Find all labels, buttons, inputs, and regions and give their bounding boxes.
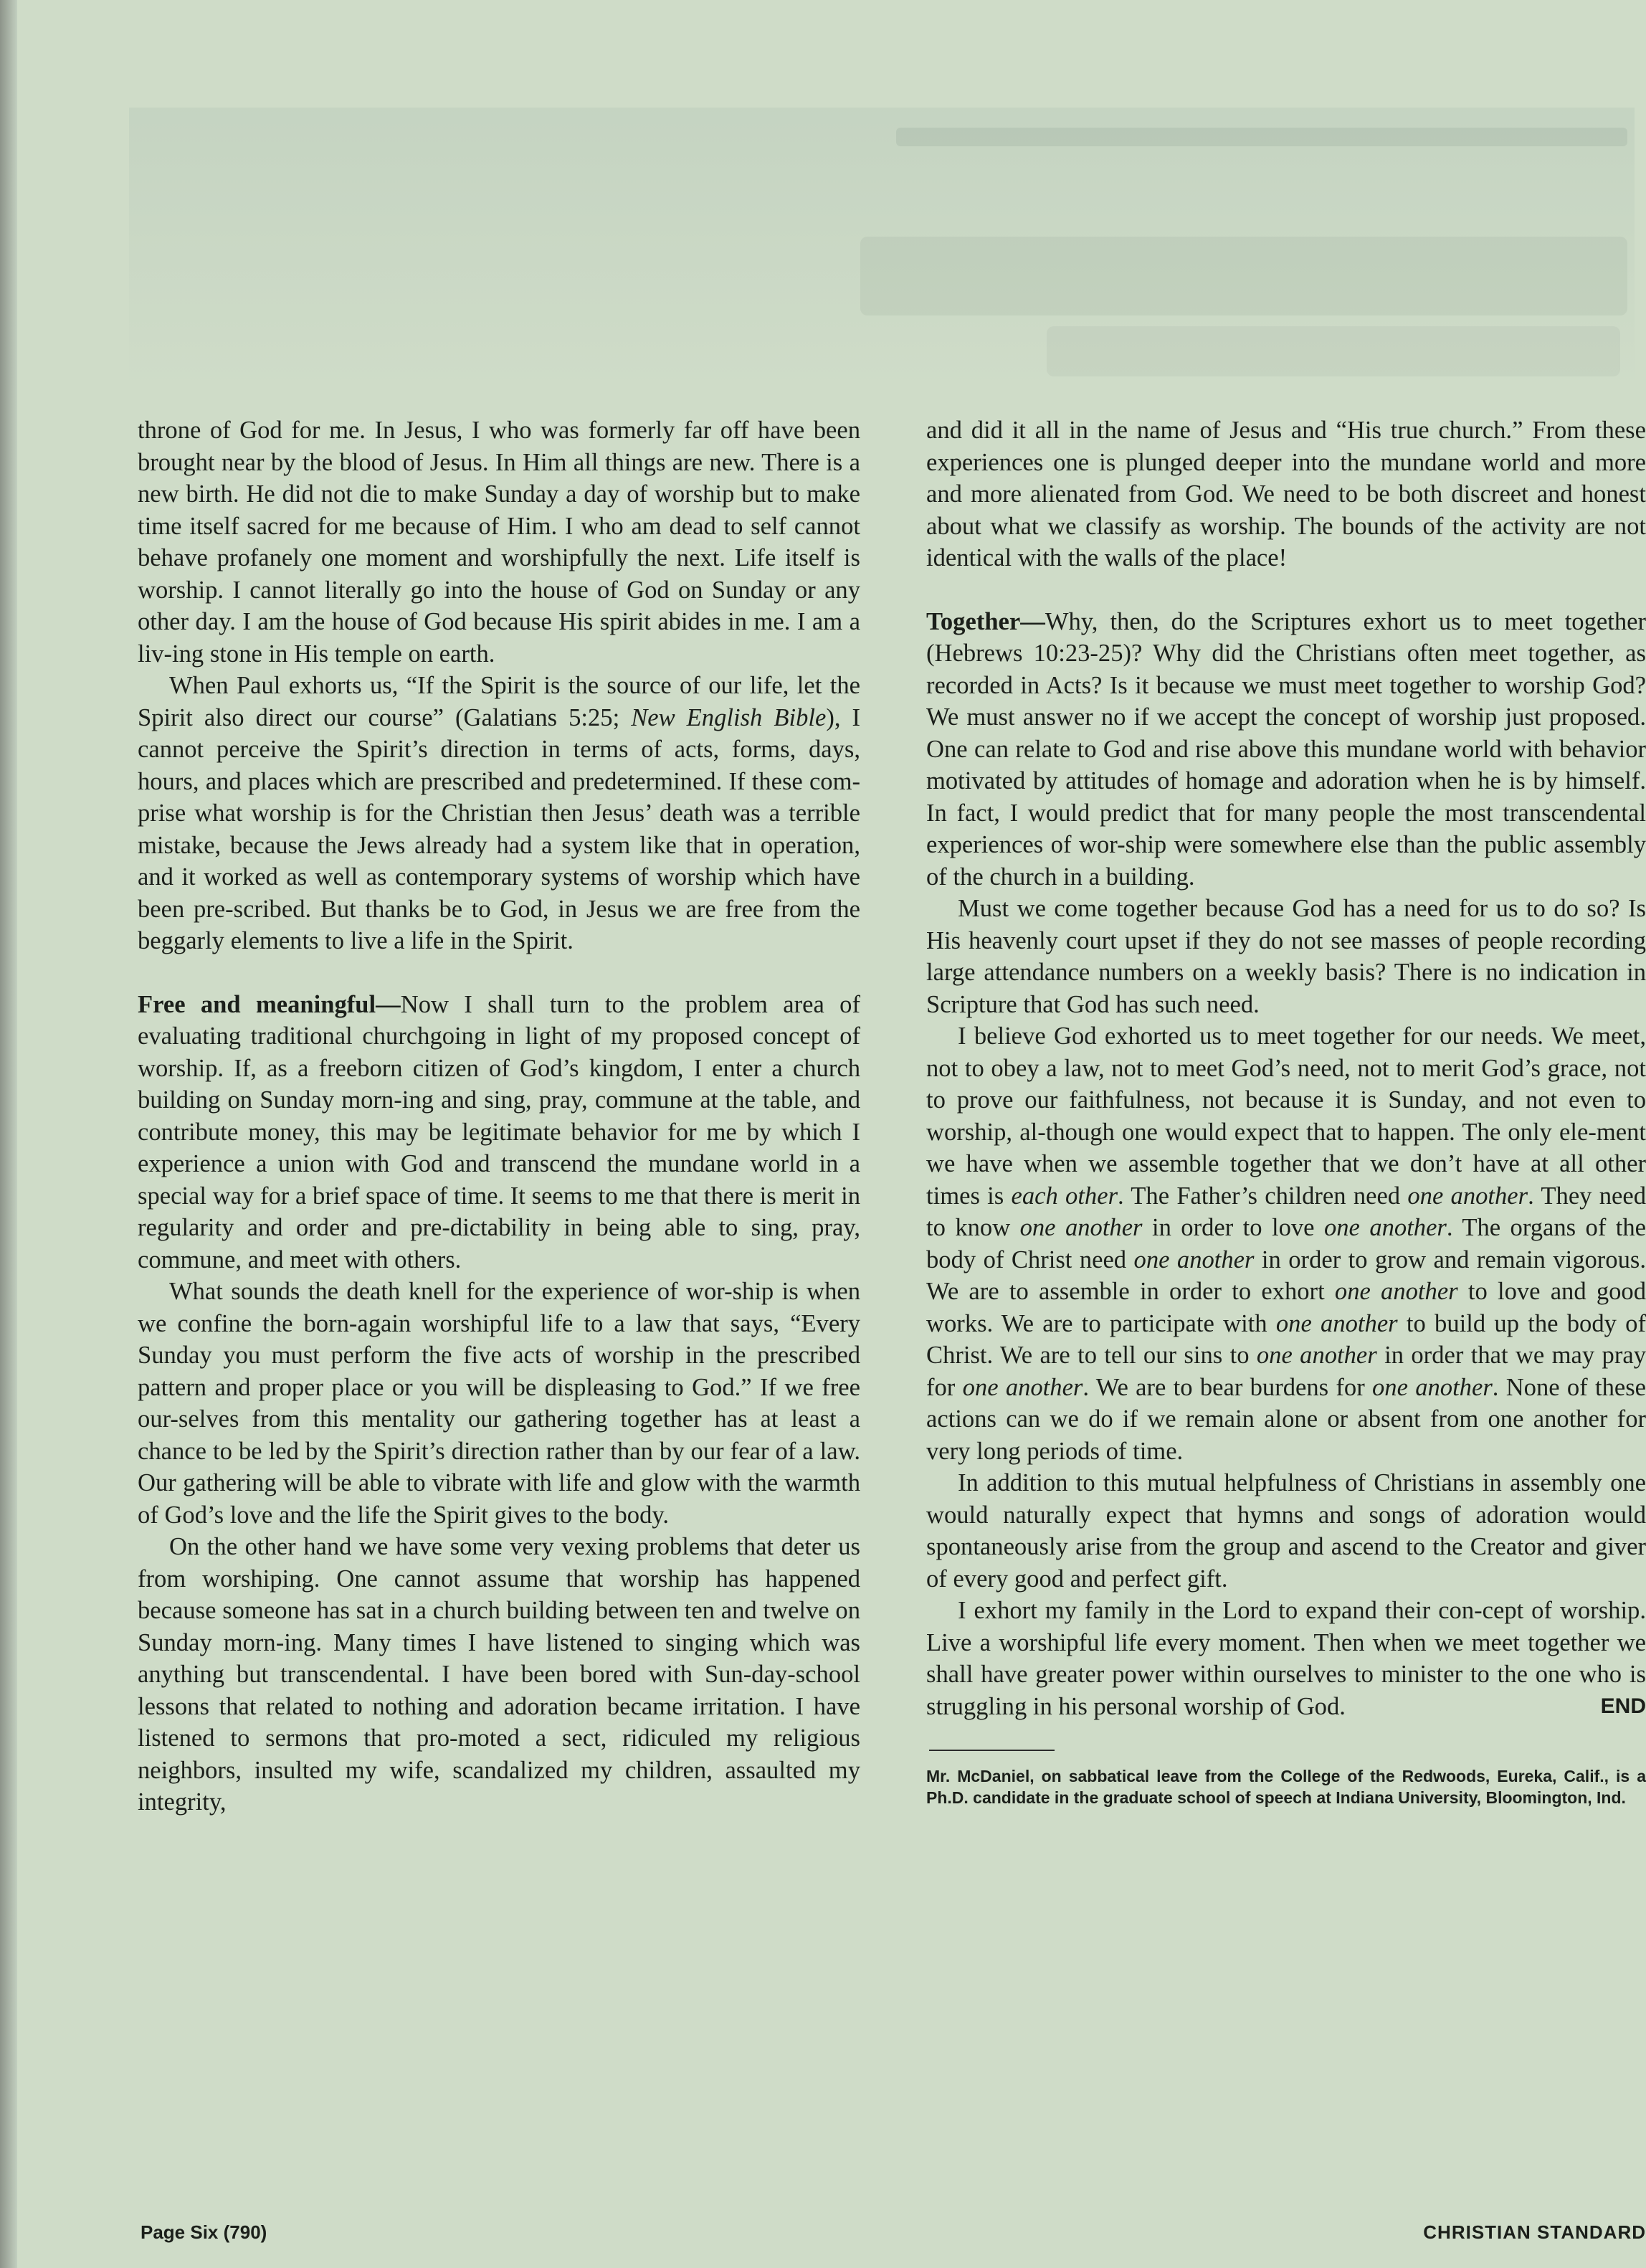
paragraph	[926, 606, 1646, 893]
text-run: . We are to bear burdens for	[1083, 1373, 1372, 1401]
publication-name: CHRISTIAN STANDARD	[1423, 2221, 1646, 2243]
text-run: . The Father’s children need	[1118, 1182, 1408, 1210]
text-run: . They need to know	[926, 1182, 1646, 1241]
emphasis: one another	[1323, 1214, 1447, 1241]
emphasis: one another	[1334, 1278, 1458, 1305]
right-column	[926, 414, 1646, 1722]
paragraph: and did it all in the name of Jesus and “His true church.” From these experiences one is plunged deeper into the mundane world and more and more alienated from God. We need to be both discreet and honest about what we classify as worship. The bounds of the activity are not identical with the walls of the place!	[926, 417, 1646, 571]
emphasis: each other	[1011, 1182, 1118, 1210]
bio-rule	[929, 1750, 1055, 1751]
text-run: in order to love	[1142, 1214, 1324, 1241]
subhead-together: Together—	[926, 607, 1045, 635]
paragraph: What sounds the death knell for the experience of wor-ship is when we confine the born-again worshipful life to a law that says, “Every Sunday you must perform the five acts of worship in the prescribed pattern and proper place or you will be displeasing to God.” If we free our-selves from this mentality our gathering together has at least a chance to be led by the Spirit’s direction rather than by our fear of a law. Our gathering will be able to vibrate with life and glow with the warmth of God’s love and the life the Spirit gives to the body.	[138, 1278, 860, 1529]
text-run: in order to grow and remain vigorous. We are to assemble in order to exhort	[926, 1245, 1646, 1305]
subhead-free-and-meaningful: Free and meaningful—	[138, 990, 401, 1018]
text-run: to build up the body of Christ. We are to tell our sins to	[926, 1309, 1646, 1369]
paragraph	[138, 670, 860, 957]
text-run: I exhort my family in the Lord to expand their con-cept of worship. Live a worshipful life every moment. Then when we meet together we shall have greater power within ourselves to minister to the one who is struggling in his personal worship of God.	[926, 1597, 1646, 1720]
text-run: . The organs of the body of Christ need	[926, 1214, 1646, 1273]
text-run: ), I cannot perceive the Spirit’s direction in terms of acts, forms, days, hours, and places which are prescribed and predetermined. If these com-prise what worship is for the Christian then Jesus’ death was a terrible mistake, because the Jews already had a system like that in operation, and it worked as well as contemporary systems of worship which have been pre-scribed. But thanks be to God, in Jesus we are free from the beggarly elements to live a life in the Spirit.	[138, 703, 860, 954]
emphasis: one another	[1256, 1342, 1377, 1369]
text-run: . None of these actions can we do if we remain alone or absent from one another for very long periods of time.	[926, 1373, 1646, 1465]
scan-edge	[0, 0, 17, 2268]
paragraph: In addition to this mutual helpfulness of Christians in assembly one would naturally expect that hymns and songs of adoration would spontaneously arise from the group and ascend to the Creator and giver of every good and perfect gift.	[926, 1469, 1646, 1593]
text-run: I believe God exhorted us to meet together for our needs. We meet, not to obey a law, not to meet God’s need, not to merit God’s grace, not to prove our faithfulness, not because it is Sunday, and not even to worship, al-though one would expect that to happen. The only ele-ment we have when we assemble together that we don’t have at all other times is	[926, 1023, 1646, 1210]
text-run: Why, then, do the Scriptures exhort us to meet together (Hebrews 10:23-25)? Why did the Christians often meet together, as recorded in Acts? Is it because we must meet together to worship God? We must answer no if we accept the concept of worship just proposed. One can relate to God and rise above this mundane world with behavior motivated by attitudes of homage and adoration when he is by himself. In fact, I would predict that for many people the most transcendental experiences of wor-ship were somewhere else than the public assembly of the church in a building.	[926, 607, 1646, 891]
paragraph: On the other hand we have some very vexing problems that deter us from worshiping. One cannot assume that worship has happened because someone has sat in a church building between ten and twelve on Sunday morn-ing. Many times I have listened to singing which was anything but transcendental. I have been bored with Sun-day-school lessons that related to nothing and adoration became irritation. I have listened to sermons that pro-moted a sect, ridiculed my religious neighbors, insulted my wife, scandalized my children, assaulted my integrity,	[138, 1533, 860, 1816]
paragraph	[138, 989, 860, 1276]
page-number: Page Six (790)	[141, 2221, 267, 2243]
paragraph: throne of God for me. In Jesus, I who was formerly far off have been brought near by the blood of Jesus. In Him all things are new. There is a new birth. He did not die to make Sunday a day of worship but to make time itself sacred for me because of Him. I who am dead to self cannot behave profanely one moment and worshipfully the next. Life itself is worship. I cannot literally go into the house of God on Sunday or any other day. I am the house of God because His spirit abides in me. I am a liv-ing stone in His temple on earth.	[138, 417, 860, 668]
emphasis: one another	[1275, 1309, 1398, 1337]
faded-kicker-line	[896, 128, 1627, 146]
end-mark: END	[1600, 1694, 1646, 1718]
citation-italic: New English Bible	[631, 703, 827, 731]
emphasis: one another	[1133, 1245, 1255, 1273]
emphasis: one another	[1372, 1373, 1493, 1401]
paragraph: Must we come together because God has a need for us to do so? Is His heavenly court upset if they do not see masses of people recording large attendance numbers on a weekly basis? There is no indication in Scripture that God has such need.	[926, 895, 1646, 1018]
paragraph	[926, 1020, 1646, 1467]
emphasis: one another	[962, 1373, 1083, 1401]
text-run: When Paul exhorts us, “If the Spirit is the source of our life, let the Spirit also direct our course” (Galatians 5:25;	[138, 672, 860, 731]
faded-title-line-2	[1047, 326, 1620, 376]
left-column	[138, 414, 860, 1818]
text-run: to love and good works. We are to participate with	[926, 1278, 1646, 1337]
text-run: in order that we may pray for	[926, 1342, 1646, 1401]
faded-title-line-1	[860, 237, 1627, 315]
emphasis: one another	[1019, 1214, 1143, 1241]
paragraph	[926, 1595, 1646, 1722]
emphasis: one another	[1407, 1182, 1528, 1210]
author-bio: Mr. McDaniel, on sabbatical leave from the College of the Redwoods, Eureka, Calif., is a Ph.D. candidate in the graduate school of speech at Indiana University, Bloomington, Ind.	[926, 1767, 1646, 1807]
text-run: Now I shall turn to the problem area of evaluating traditional churchgoing in light of my proposed concept of worship. If, as a freeborn citizen of God’s kingdom, I enter a church building on Sunday morn-ing and sing, pray, commune at the table, and contribute money, this may be legitimate behavior for me by which I experience a union with God and transcend the mundane world in a special way for a brief space of time. It seems to me that there is merit in regularity and order and pre-dictability in being able to sing, pray, commune, and meet with others.	[138, 990, 860, 1273]
